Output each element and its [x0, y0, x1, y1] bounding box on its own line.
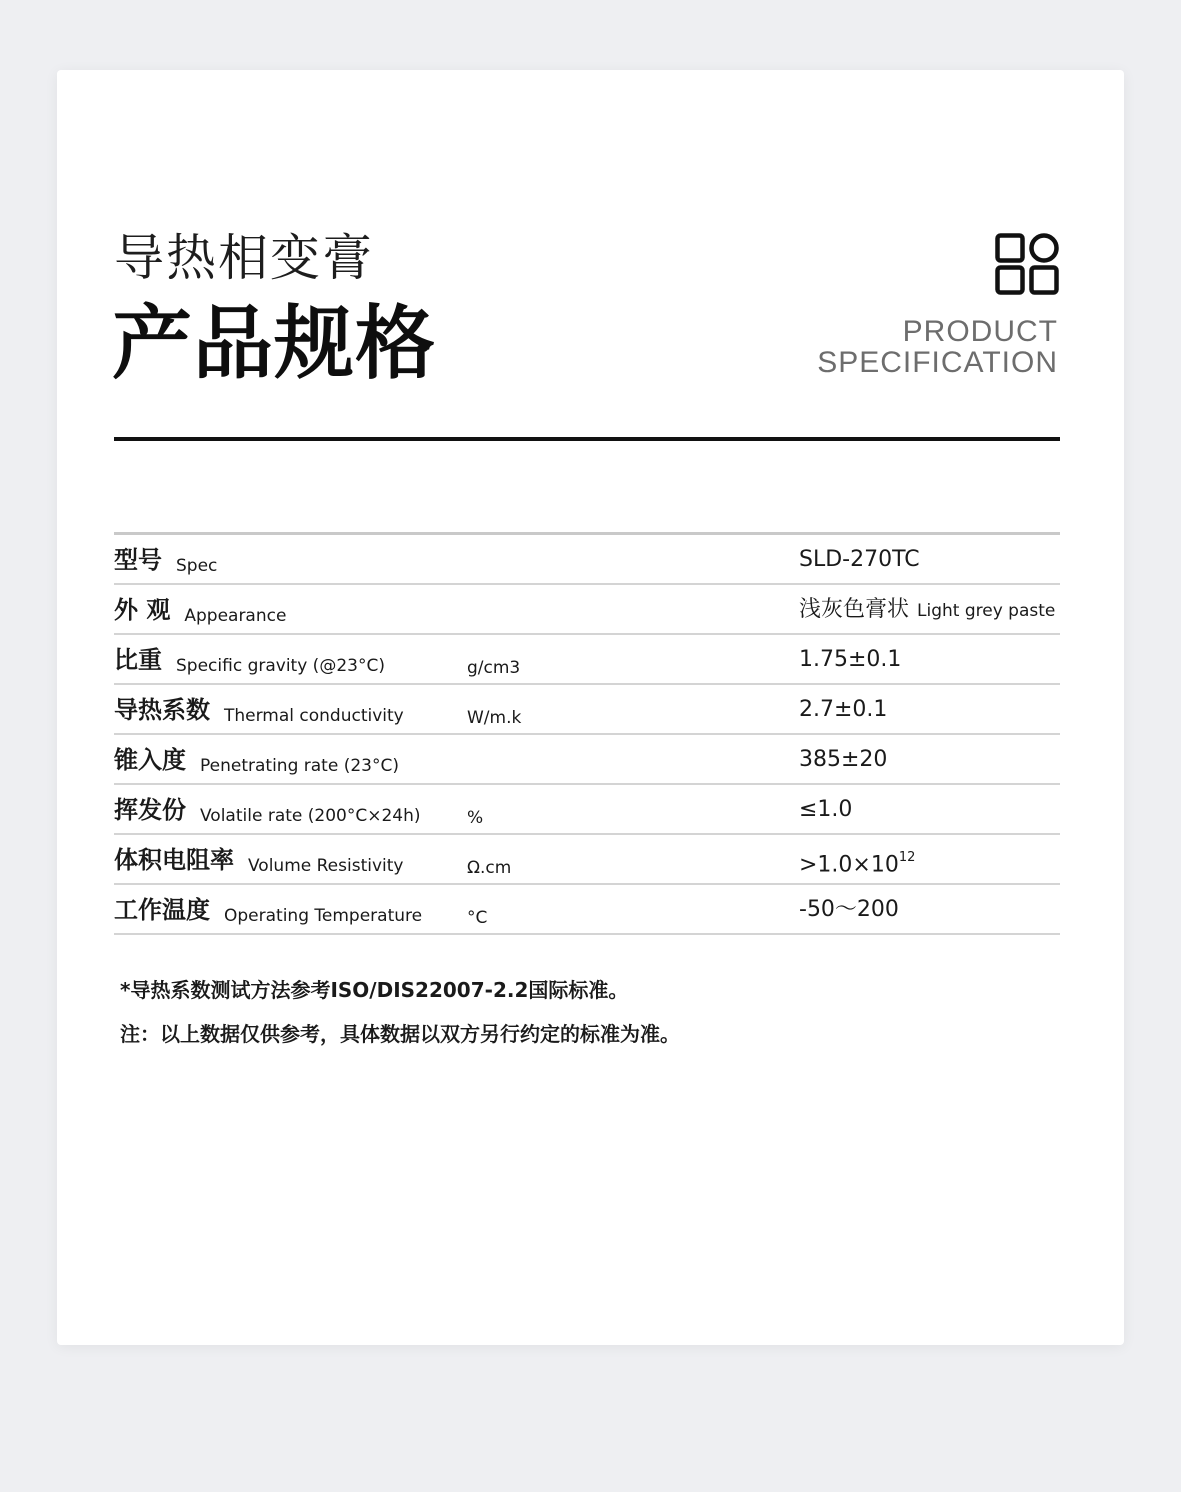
spec-row-model	[114, 535, 1060, 585]
english-title-line2: SPECIFICATION	[817, 346, 1058, 379]
spec-label-cn: 工作温度	[114, 896, 210, 924]
spec-value-exponent: 12	[898, 850, 916, 865]
spec-row-gravity	[114, 635, 1060, 685]
spec-value: ≤1.0	[799, 797, 853, 822]
section-divider	[114, 437, 1060, 441]
grid-squares-icon	[995, 233, 1059, 295]
spec-label-en: Volume Resistivity	[248, 856, 404, 876]
spec-value: 385±20	[799, 747, 888, 772]
spec-label-cn: 导热系数	[114, 696, 210, 724]
spec-label-cn: 体积电阻率	[114, 846, 234, 874]
english-title	[817, 316, 1058, 378]
spec-label-en: Appearance	[184, 606, 287, 626]
spec-label-en: Volatile rate (200°C×24h)	[200, 806, 421, 826]
spec-row-volatile	[114, 785, 1060, 835]
spec-unit: %	[467, 808, 484, 828]
footnotes	[120, 968, 680, 1056]
spec-row-temperature	[114, 885, 1060, 935]
footnote-test-method: *导热系数测试方法参考ISO/DIS22007-2.2国际标准。	[120, 978, 629, 1002]
spec-row-resistivity	[114, 835, 1060, 885]
spec-label-en: Thermal conductivity	[224, 706, 404, 726]
spec-value: 1.75±0.1	[799, 647, 902, 672]
spec-label-en: Operating Temperature	[224, 906, 423, 926]
spec-table	[114, 532, 1060, 935]
spec-unit: Ω.cm	[467, 858, 512, 878]
spec-unit: °C	[467, 908, 488, 928]
spec-label-en: Spec	[176, 556, 218, 576]
english-title-line1: PRODUCT	[902, 315, 1058, 348]
spec-value: 浅灰色膏状	[799, 597, 910, 622]
spec-value-en: Light grey paste	[917, 601, 1056, 621]
spec-label-en: Specific gravity (@23°C)	[176, 656, 385, 676]
spec-label-cn: 外 观	[114, 596, 171, 624]
spec-row-conductivity	[114, 685, 1060, 735]
product-name: 导热相变膏	[114, 229, 374, 287]
spec-unit: W/m.k	[467, 708, 522, 728]
spec-value: SLD-270TC	[799, 547, 920, 572]
spec-value: 2.7±0.1	[799, 697, 888, 722]
spec-value: -50～200	[799, 897, 899, 922]
spec-card	[57, 70, 1124, 1345]
spec-row-penetration	[114, 735, 1060, 785]
spec-label-cn: 锥入度	[114, 746, 186, 774]
spec-label-cn: 比重	[114, 646, 162, 674]
spec-label-cn: 挥发份	[114, 796, 186, 824]
spec-label-cn: 型号	[114, 546, 162, 574]
spec-unit: g/cm3	[467, 658, 521, 678]
spec-value: >1.0×10	[799, 852, 899, 878]
page-title: 产品规格	[112, 297, 436, 390]
footnote-disclaimer: 注：以上数据仅供参考，具体数据以双方另行约定的标准为准。	[120, 1022, 680, 1046]
spec-label-en: Penetrating rate (23°C)	[200, 756, 399, 776]
spec-row-appearance	[114, 585, 1060, 635]
